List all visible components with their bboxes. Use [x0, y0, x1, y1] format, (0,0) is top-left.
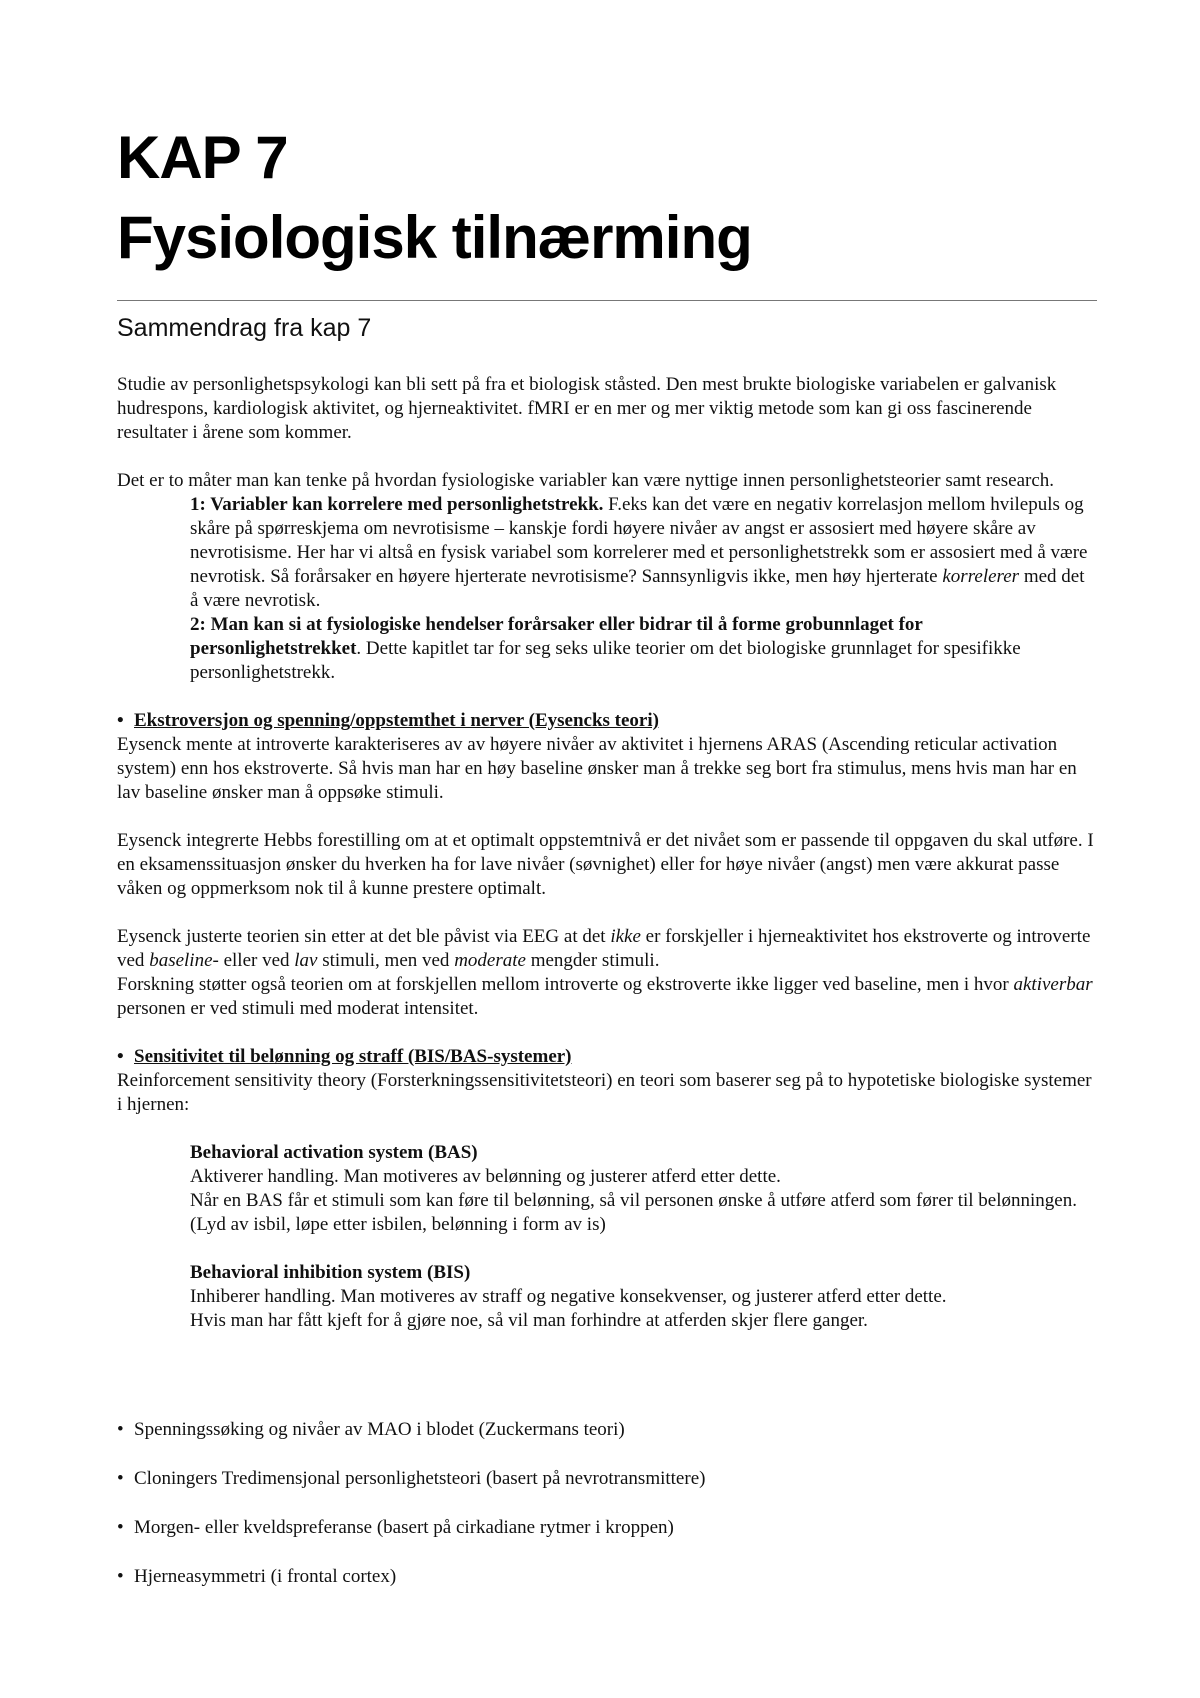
- list-item: [117, 1516, 1097, 1565]
- point-2-text: . Dette kapitlet tar for seg seks ulike teorier om det biologiske grunnlaget for spesifikke personlighetstrekk.: [190, 638, 1021, 683]
- topic-list: [117, 1418, 1097, 1614]
- italic-run: ikke: [610, 926, 641, 947]
- list-item: [117, 1565, 1097, 1614]
- italic-run: aktiverbar: [1013, 974, 1093, 995]
- section-bisbas-heading: [117, 1045, 1097, 1069]
- intro-point-1: [117, 493, 1097, 613]
- list-item: [117, 1418, 1097, 1467]
- italic-run: moderate: [454, 950, 526, 971]
- title-chapter: KAP 7: [117, 124, 288, 191]
- section-eysenck-title: Ekstroversjon og spenning/oppstemthet i nerver (Eysencks teori): [134, 710, 659, 731]
- text-run: stimuli, men ved: [317, 950, 455, 971]
- intro-paragraph-2: Det er to måter man kan tenke på hvordan fysiologiske variabler kan være nyttige innen personlighetsteorier samt research.: [117, 470, 1055, 491]
- bas-block: [117, 1141, 1097, 1333]
- document-body: [117, 373, 1097, 1333]
- point-1-italic: korrelerer: [942, 566, 1020, 587]
- eysenck-paragraph-3: [117, 925, 1097, 1021]
- bas-line-1: Aktiverer handling. Man motiveres av belønning og justerer atferd etter dette.: [190, 1166, 781, 1187]
- text-run: Eysenck justerte teorien sin etter at det ble påvist via EEG at det: [117, 926, 611, 947]
- bis-line-2: Hvis man har fått kjeft for å gjøre noe, så vil man forhindre at atferden skjer flere ganger.: [190, 1310, 868, 1331]
- title-topic: Fysiologisk tilnærming: [117, 204, 752, 271]
- italic-run: baseline: [149, 950, 213, 971]
- bullet-icon: •: [117, 1419, 124, 1440]
- list-item: [117, 1467, 1097, 1516]
- bas-line-2: Når en BAS får et stimuli som kan føre til belønning, så vil personen ønske å utføre atferd som fører til belønningen. (Lyd av isbil, løpe etter isbilen, belønning i form av is): [190, 1190, 1077, 1235]
- point-1-text-b: med det å være nevrotisk.: [190, 566, 1085, 611]
- bis-heading: Behavioral inhibition system (BIS): [190, 1262, 471, 1283]
- list-item-text: Hjerneasymmetri (i frontal cortex): [134, 1566, 397, 1587]
- point-2-heading: 2: Man kan si at fysiologiske hendelser forårsaker eller bidrar til å forme grobunnlaget for personlighetstrekket: [190, 614, 923, 659]
- text-run: - eller ved: [212, 950, 295, 971]
- bullet-icon: •: [117, 710, 124, 731]
- text-run: personen er ved stimuli med moderat intensitet.: [117, 998, 479, 1019]
- italic-run: lav: [294, 950, 318, 971]
- bullet-icon: •: [117, 1517, 124, 1538]
- bullet-icon: •: [117, 1468, 124, 1489]
- point-1-text-a: F.eks kan det være en negativ korrelasjon mellom hvilepuls og skåre på spørreskjema om nevrotisisme – kanskje fordi høyere nivåer av angst er assosiert med høyere skåre av nevrotisisme. Her har vi altså en fysisk variabel som korrelerer med et personlighetstrekk som er assosiert med å være nevrotisk. Så forårsaker en høyere hjerterate nevrotisisme? Sannsynligvis ikke, men høy hjerterate: [190, 494, 1088, 587]
- bullet-icon: •: [117, 1046, 124, 1067]
- intro-paragraph-1: Studie av personlighetspsykologi kan bli sett på fra et biologisk ståsted. Den mest brukte biologiske variabelen er galvanisk hudrespons, kardiologisk aktivitet, og hjerneaktivitet. fMRI er en mer og mer viktig metode som kan gi oss fascinerende resultater i årene som kommer.: [117, 374, 1057, 443]
- list-item-text: Cloningers Tredimensjonal personlighetsteori (basert på nevrotransmittere): [134, 1468, 706, 1489]
- point-1-heading: 1: Variabler kan korrelere med personlighetstrekk.: [190, 494, 604, 515]
- text-run: er forskjeller i hjerneaktivitet hos ekstroverte og introverte ved: [117, 926, 1091, 971]
- bis-line-1: Inhiberer handling. Man motiveres av straff og negative konsekvenser, og justerer atferd etter dette.: [190, 1286, 947, 1307]
- text-run: Forskning støtter også teorien om at forskjellen mellom introverte og ekstroverte ikke ligger ved baseline, men i hvor: [117, 974, 1014, 995]
- document-title: [117, 118, 1097, 278]
- section-eysenck-heading: [117, 709, 1097, 733]
- subtitle: Sammendrag fra kap 7: [117, 314, 372, 342]
- eysenck-paragraph-1: Eysenck mente at introverte karakteriseres av av høyere nivåer av aktivitet i hjernens ARAS (Ascending reticular activation system) enn hos ekstroverte. Så hvis man har en høy baseline ønsker man å trekke seg bort fra stimulus, mens hvis man har en lav baseline ønsker man å oppsøke stimuli.: [117, 734, 1077, 803]
- intro-point-2: [117, 613, 1097, 685]
- section-bisbas-title: Sensitivitet til belønning og straff (BIS/BAS-systemer): [134, 1046, 572, 1067]
- bullet-icon: •: [117, 1566, 124, 1587]
- list-item-text: Morgen- eller kveldspreferanse (basert på cirkadiane rytmer i kroppen): [134, 1517, 674, 1538]
- text-run: mengder stimuli.: [525, 950, 660, 971]
- bas-heading: Behavioral activation system (BAS): [190, 1142, 478, 1163]
- eysenck-paragraph-2: Eysenck integrerte Hebbs forestilling om at et optimalt oppstemtnivå er det nivået som er passende til oppgaven du skal utføre. I en eksamenssituasjon ønsker du hverken ha for lave nivåer (søvnighet) eller for høye nivåer (angst) men være akkurat passe våken og oppmerksom nok til å kunne prestere optimalt.: [117, 830, 1094, 899]
- bisbas-paragraph-1: Reinforcement sensitivity theory (Forsterkningssensitivitetsteori) en teori som baserer seg på to hypotetiske biologiske systemer i hjernen:: [117, 1070, 1092, 1115]
- title-divider: [117, 300, 1097, 301]
- list-item-text: Spenningssøking og nivåer av MAO i blodet (Zuckermans teori): [134, 1419, 625, 1440]
